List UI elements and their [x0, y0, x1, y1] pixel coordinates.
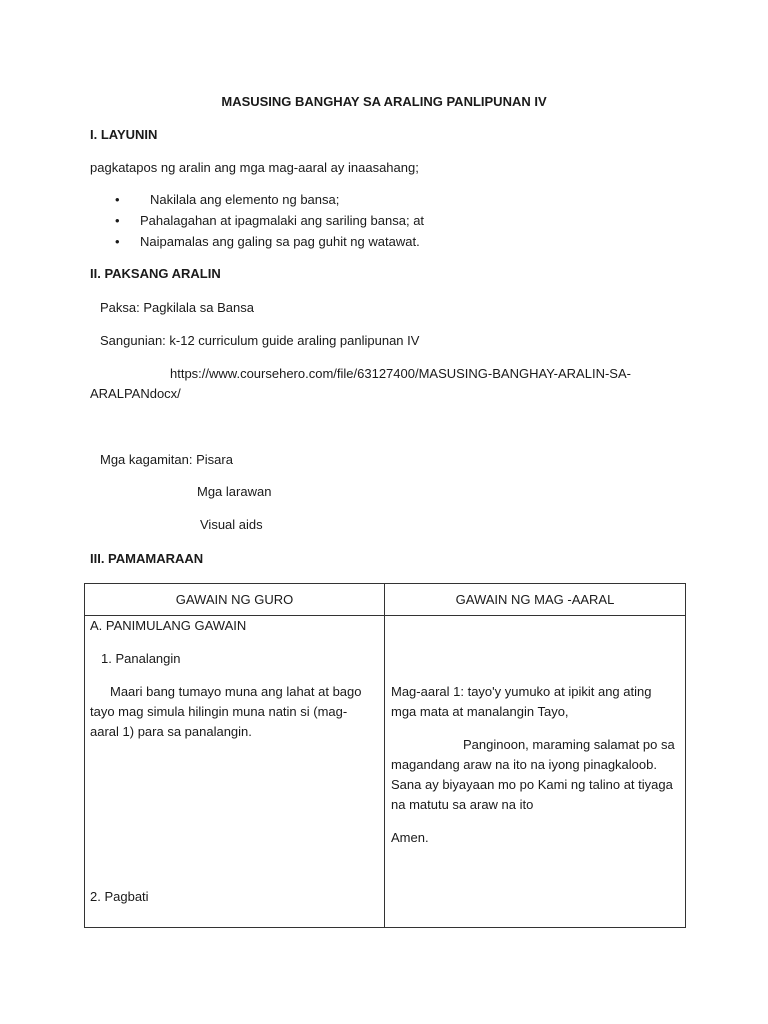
guro-cell [85, 616, 385, 928]
amen-text: Amen. [391, 830, 429, 845]
paksa-text: Paksa: Pagkilala sa Bansa [100, 300, 254, 315]
objectives-list [90, 192, 424, 255]
mag-aaral-cell [385, 616, 686, 928]
kagamitan-text: Mga kagamitan: Pisara [100, 452, 233, 467]
section-heading-layunin: I. LAYUNIN [90, 127, 158, 142]
objective-text: Pahalagahan at ipagmalaki ang sariling bansa; at [140, 213, 425, 228]
bullet-icon: • [115, 213, 120, 228]
source-url-line1: https://www.coursehero.com/file/63127400/MASUSING-BANGHAY-ARALIN-SA- [170, 366, 631, 381]
column-header-mag-aaral: GAWAIN NG MAG -AARAL [385, 584, 686, 616]
student-prayer-intro: Mag-aaral 1: tayo'y yumuko at ipikit ang ating mga mata at manalangin Tayo, [391, 684, 652, 719]
pagbati-item: 2. Pagbati [90, 889, 149, 904]
list-item [90, 192, 424, 213]
student-prayer-text: Panginoon, maraming salamat po sa magandang araw na ito na iyong pinagkaloob. Sana ay biyayaan mo po Kami ng talino at tiyaga na matutu sa araw na ito [391, 737, 675, 812]
list-item [90, 234, 424, 255]
section-heading-pamamaraan: III. PAMAMARAAN [90, 551, 204, 566]
objective-text: Nakilala ang elemento ng bansa; [150, 192, 340, 207]
table-row [85, 616, 686, 928]
table-header-row [85, 584, 686, 616]
sangunian-text: Sangunian: k-12 curriculum guide araling panlipunan IV [100, 333, 420, 348]
panimulang-gawain-heading: A. PANIMULANG GAWAIN [90, 618, 247, 633]
document-title: MASUSING BANGHAY SA ARALING PANLIPUNAN IV [221, 94, 547, 109]
source-url-line2: ARALPANdocx/ [90, 386, 181, 401]
column-header-guro: GAWAIN NG GURO [85, 584, 385, 616]
list-item [90, 213, 424, 234]
kagamitan-item-visual-aids: Visual aids [200, 517, 263, 532]
teacher-prayer-request: Maari bang tumayo muna ang lahat at bago tayo mag simula hilingin muna natin si (mag-aaral 1) para sa panalangin. [90, 684, 362, 739]
panalangin-item: 1. Panalangin [101, 651, 181, 666]
objective-text: Naipamalas ang galing sa pag guhit ng watawat. [140, 234, 420, 249]
bullet-icon: • [115, 234, 120, 249]
procedure-table [84, 583, 686, 928]
kagamitan-item-larawan: Mga larawan [197, 484, 272, 499]
objectives-intro: pagkatapos ng aralin ang mga mag-aaral ay inaasahang; [90, 160, 419, 175]
section-heading-paksang-aralin: II. PAKSANG ARALIN [90, 266, 221, 281]
bullet-icon: • [115, 192, 120, 207]
